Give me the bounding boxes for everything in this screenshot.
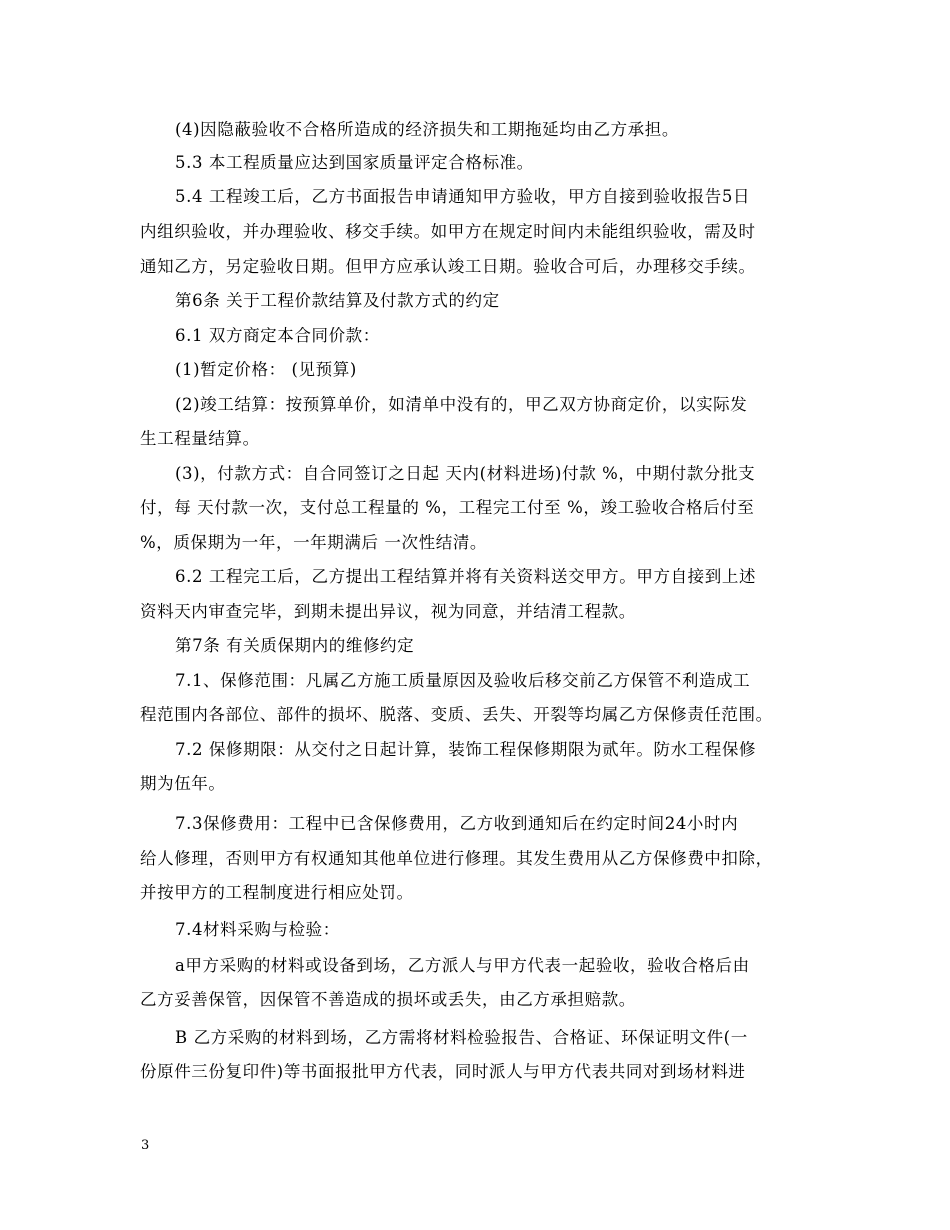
- text-line: 5.4 工程竣工后，乙方书面报告申请通知甲方验收，甲方自接到验收报告5日: [175, 187, 751, 206]
- text-line: (2)竣工结算：按预算单价，如清单中没有的，甲乙双方协商定价，以实际发: [175, 395, 748, 414]
- text-line: 资料天内审查完毕，到期未提出异议，视为同意，并结清工程款。: [140, 602, 636, 621]
- text-line: 给人修理，否则甲方有权通知其他单位进行修理。其发生费用从乙方保修费中扣除，: [140, 849, 773, 868]
- text-line: (1)暂定价格： (见预算): [175, 360, 357, 379]
- section-heading: 第6条 关于工程价款结算及付款方式的约定: [175, 291, 500, 310]
- text-line: 7.2 保修期限：从交付之日起计算，装饰工程保修期限为贰年。防水工程保修: [175, 740, 757, 759]
- text-line: (3)，付款方式：自合同签订之日起 天内(材料进场)付款 %，中期付款分批支: [175, 464, 756, 483]
- text-line: 7.1、保修范围：凡属乙方施工质量原因及验收后移交前乙方保管不利造成工: [175, 671, 751, 690]
- text-line: 通知乙方，另定验收日期。但甲方应承认竣工日期。验收合可后，办理移交手续。: [140, 257, 756, 276]
- text-line: 程范围内各部位、部件的损坏、脱落、变质、丢失、开裂等均属乙方保修责任范围。: [140, 705, 773, 724]
- text-line: 期为伍年。: [140, 774, 226, 793]
- text-line: 生工程量结算。: [140, 429, 260, 448]
- page-number: 3: [141, 1138, 150, 1153]
- text-line: 并按甲方的工程制度进行相应处罚。: [140, 883, 414, 902]
- text-line: %，质保期为一年，一年期满后 一次性结清。: [140, 533, 488, 552]
- text-line: B 乙方采购的材料到场，乙方需将材料检验报告、合格证、环保证明文件(一: [175, 1028, 748, 1047]
- text-line: 乙方妥善保管，因保管不善造成的损坏或丢失，由乙方承担赔款。: [140, 990, 636, 1009]
- text-line: 7.4材料采购与检验：: [175, 920, 340, 939]
- text-line: 6.1 双方商定本合同价款：: [175, 326, 380, 345]
- text-line: 5.3 本工程质量应达到国家质量评定合格标准。: [175, 153, 534, 172]
- text-line: a甲方采购的材料或设备到场，乙方派人与甲方代表一起验收，验收合格后由: [175, 956, 750, 975]
- text-line: 7.3保修费用：工程中已含保修费用，乙方收到通知后在约定时间24小时内: [175, 814, 739, 833]
- text-line: (4)因隐蔽验收不合格所造成的经济损失和工期拖延均由乙方承担。: [175, 120, 679, 139]
- text-line: 6.2 工程完工后，乙方提出工程结算并将有关资料送交甲方。甲方自接到上述: [175, 567, 757, 586]
- text-line: 付，每 天付款一次，支付总工程量的 %，工程完工付至 %，竣工验收合格后付至: [140, 498, 755, 517]
- text-line: 内组织验收，并办理验收、移交手续。如甲方在规定时间内未能组织验收，需及时: [140, 222, 756, 241]
- section-heading: 第7条 有关质保期内的维修约定: [175, 636, 415, 655]
- text-line: 份原件三份复印件)等书面报批甲方代表，同时派人与甲方代表共同对到场材料进: [140, 1062, 746, 1081]
